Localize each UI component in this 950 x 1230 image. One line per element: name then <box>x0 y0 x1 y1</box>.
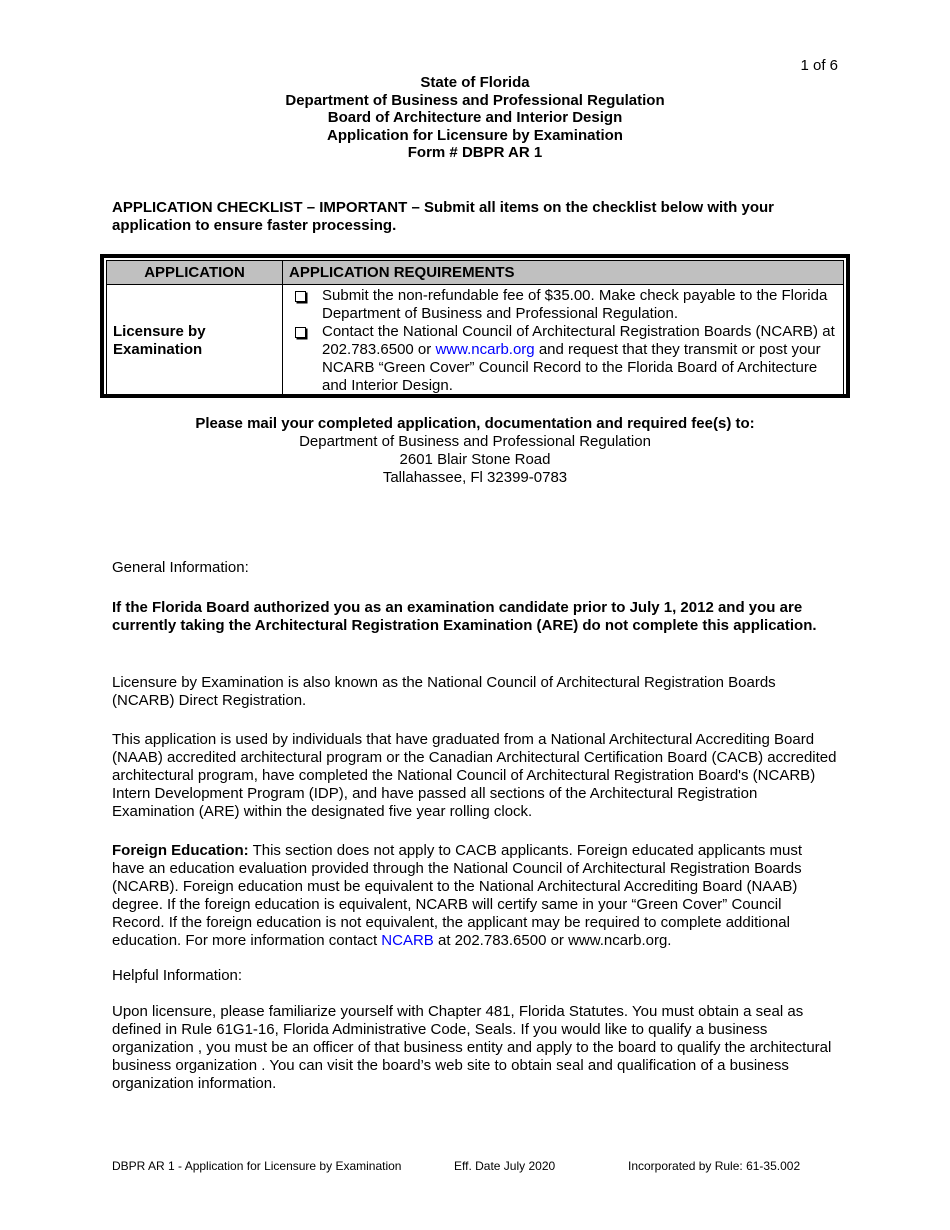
header-state: State of Florida <box>420 74 530 91</box>
row-label-licensure: Licensure by Examination <box>107 285 283 398</box>
mailing-address-city: Tallahassee, Fl 32399-0783 <box>382 469 568 486</box>
header-department: Department of Business and Professional Regulation <box>285 91 665 109</box>
header-form-number: Form # DBPR AR 1 <box>407 144 543 162</box>
requirement-ncarb-text-end: and request that they transmit or post your NCARB “Green Cover” Council Record to the Florida Board of Architecture and Interior Design. <box>322 341 821 394</box>
footer-effective-date: Eff. Date July 2020 <box>454 1159 556 1173</box>
mailing-address-department: Department of Business and Professional Regulation <box>299 433 651 450</box>
requirement-ncarb-text <box>322 323 839 395</box>
header-application-title: Application for Licensure by Examination <box>327 126 623 144</box>
page-number: 1 of 6 <box>800 57 838 74</box>
form-header <box>0 74 950 162</box>
licensure-info-paragraph: Upon licensure, please familiarize yourself with Chapter 481, Florida Statutes. You must obtain a seal as defined in Rule 61G1-16, Florida Administrative Code, Seals. If you would like to qualify a business organization , you must be an officer of that business entity and apply to the board to qualify the architectural business organization . You can visit the board’s web site to obtain seal and qualification of a business organization information. <box>112 1003 832 1092</box>
ncarb-website-link[interactable]: www.ncarb.org <box>435 341 535 358</box>
column-header-requirements: APPLICATION REQUIREMENTS <box>283 261 844 285</box>
checkbox-icon[interactable] <box>295 291 306 302</box>
foreign-education-text: This section does not apply to CACB applicants. Foreign educated applicants must have an education evaluation provided through the National Council of Architectural Registration Boards (NCARB). Foreign education must be equivalent to the National Architectural Accrediting Board (NAAB) degree. If the foreign education is equivalent, NCARB will certify same in your “Green Cover” Council Record. If the foreign education is not equivalent, the applicant may be required to complete additional education. For more information contact <box>112 842 803 949</box>
requirements-table <box>106 260 844 398</box>
checklist-intro: APPLICATION CHECKLIST – IMPORTANT – Submit all items on the checklist below with your application to ensure faster processing. <box>112 199 775 234</box>
footer-rule: Incorporated by Rule: 61-35.002 <box>628 1159 801 1173</box>
helpful-information-heading: Helpful Information: <box>112 967 243 984</box>
header-board: Board of Architecture and Interior Design <box>327 109 623 127</box>
foreign-education-label: Foreign Education: <box>112 842 249 859</box>
checkbox-icon[interactable] <box>295 327 306 338</box>
eligibility-notice: If the Florida Board authorized you as an examination candidate prior to July 1, 2012 and you are currently taking the Architectural Registration Examination (ARE) do not complete this application. <box>112 599 817 634</box>
requirement-ncarb-text-start: Contact the National Council of Architectural Registration Boards (NCARB) at 202.783.6500 or <box>322 323 835 358</box>
requirement-fee-text: Submit the non-refundable fee of $35.00. Make check payable to the Florida Department of Business and Professional Regulation. <box>322 287 828 322</box>
column-header-application: APPLICATION <box>107 261 283 285</box>
also-known-as-paragraph: Licensure by Examination is also known as the National Council of Architectural Registration Boards (NCARB) Direct Registration. <box>112 674 776 709</box>
requirement-item-ncarb <box>295 323 839 395</box>
application-usage-paragraph: This application is used by individuals that have graduated from a National Architectural Accrediting Board (NAAB) accredited architectural program or the Canadian Architectural Certification Board (CACB) accredited architectural program, have completed the National Council of Architectural Registration Board's (NCARB) Intern Development Program (IDP), and have passed all sections of the Architectural Registration Examination (ARE) within the designated five year rolling clock. <box>112 731 837 820</box>
footer-form-title: DBPR AR 1 - Application for Licensure by Examination <box>112 1159 402 1173</box>
table-row <box>107 285 844 398</box>
mailing-address-street: 2601 Blair Stone Road <box>399 451 551 468</box>
ncarb-link[interactable]: NCARB <box>381 932 434 949</box>
requirement-item-fee <box>295 287 839 323</box>
table-header-row <box>107 261 844 285</box>
foreign-education-contact: at 202.783.6500 or www.ncarb.org. <box>433 932 672 949</box>
requirements-cell <box>283 285 844 398</box>
mailing-instructions: Please mail your completed application, documentation and required fee(s) to: <box>195 415 755 432</box>
foreign-education-paragraph <box>112 842 837 950</box>
mailing-address-block <box>0 415 950 487</box>
requirements-table-frame <box>100 254 850 398</box>
general-information-heading: General Information: <box>112 559 249 576</box>
